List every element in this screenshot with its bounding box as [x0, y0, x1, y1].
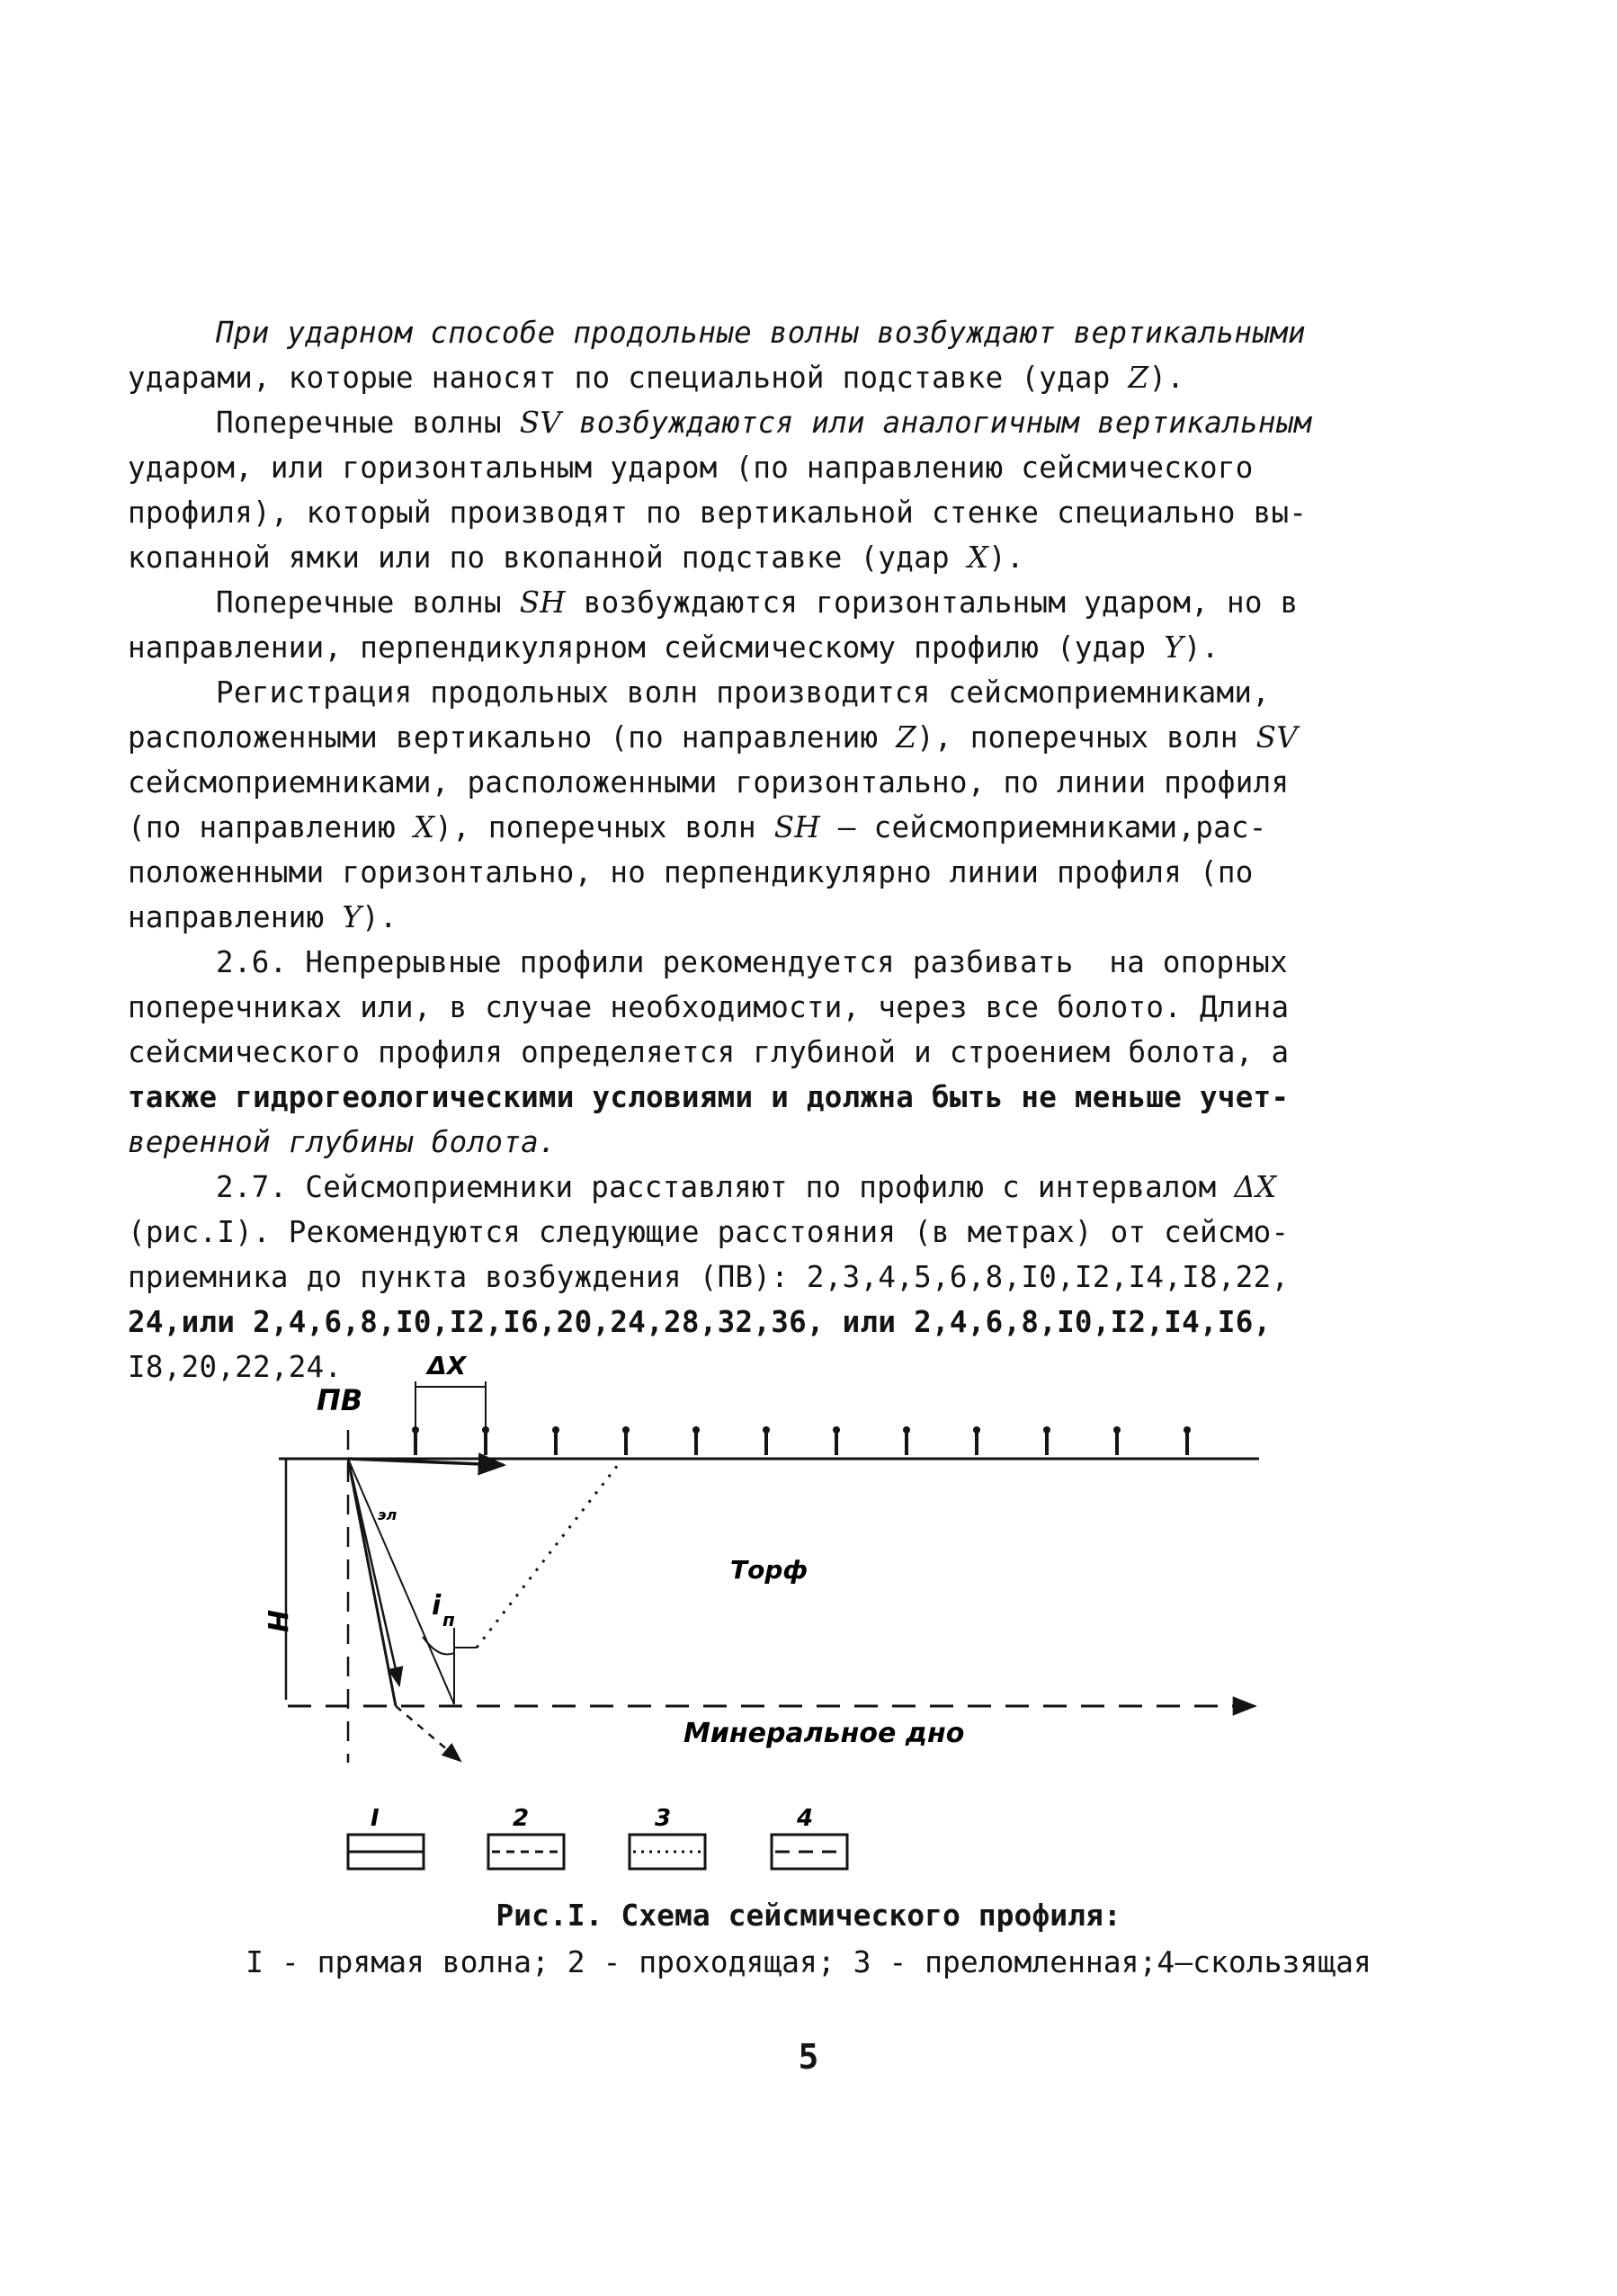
text-run: направлении, перпендикулярном сейсмическому профилю (удар — [128, 630, 1165, 665]
source-point-label: ПВ — [317, 1383, 363, 1417]
text-line: 2.6. Непрерывные профили рекомендуется разбивать на опорных — [216, 945, 1288, 979]
angle-arc — [423, 1637, 454, 1655]
text-line: 24,или 2,4,6,8,I0,I2,I6,20,24,28,32,36, или 2,4,6,8,I0,I2,I4,I6, — [128, 1305, 1272, 1339]
figure-caption-title: Рис.I. Схема сейсмического профиля: — [496, 1898, 1121, 1933]
text-line — [216, 585, 1412, 621]
seismic-profile-figure — [0, 1340, 1617, 1889]
text-run: возбуждаются или аналогичным вертикальным — [561, 406, 1312, 440]
angle-label: i — [432, 1590, 442, 1621]
text-line: ударом, или горизонтальным ударом (по направлению сейсмического — [128, 451, 1254, 485]
receiver-mark — [622, 1426, 630, 1434]
legend-number-3: 3 — [655, 1805, 672, 1832]
text-run: ударами, которые наносят по специальной подставке (удар — [128, 361, 1129, 395]
interval-symbol: ΔX — [1234, 1170, 1277, 1204]
text-line: приемника до пункта возбуждения (ПВ): 2,3,4,5,6,8,I0,I2,I4,I8,22, — [128, 1260, 1290, 1294]
text-line: (рис.I). Рекомендуются следующие расстояния (в метрах) от сейсмо- — [128, 1215, 1290, 1249]
text-run: (по направлению — [128, 810, 414, 844]
incident-ray — [348, 1459, 399, 1685]
refracted-ray-up — [477, 1461, 621, 1648]
peat-label: Торф — [730, 1555, 808, 1585]
text-line — [128, 360, 1324, 396]
text-run: При ударном способе продольные волны возбуждают вертикальными — [216, 316, 1306, 350]
receiver-mark — [903, 1426, 910, 1434]
receiver-mark — [763, 1426, 770, 1434]
receivers — [412, 1426, 1191, 1455]
receiver-mark — [1113, 1426, 1121, 1434]
text-run: ). — [1148, 361, 1185, 395]
text-line — [216, 1169, 1412, 1205]
legend-number-2: 2 — [513, 1805, 530, 1832]
text-run: направлению — [128, 900, 343, 934]
wave-symbol: SV — [1255, 720, 1298, 755]
angle-subscript: п — [442, 1609, 455, 1630]
refracted-ray-down — [348, 1459, 454, 1704]
text-run: 2.7. Сейсмоприемники расставляют по профилю с интервалом — [216, 1170, 1235, 1204]
text-line — [128, 899, 1324, 935]
receiver-mark — [692, 1426, 700, 1434]
interval-label: ΔX — [427, 1351, 467, 1380]
text-run: ), поперечных волн — [434, 810, 774, 844]
text-run: Поперечные волны — [216, 585, 520, 620]
wave-symbol: SH — [773, 810, 820, 844]
text-line: поперечниках или, в случае необходимости, через все болото. Длина — [128, 990, 1290, 1024]
text-run: возбуждаются горизонтальным ударом, но в — [565, 585, 1299, 620]
text-line — [128, 540, 1324, 576]
text-line — [128, 809, 1324, 845]
mineral-bottom-label: Минеральное дно — [683, 1718, 965, 1749]
text-run: ), поперечных волн — [916, 720, 1256, 755]
text-run: ). — [362, 900, 398, 934]
wave-symbol: SV — [519, 406, 562, 440]
receiver-mark — [1184, 1426, 1191, 1434]
depth-label: H — [261, 1610, 292, 1633]
text-line — [128, 630, 1324, 666]
text-line: веренной глубины болота. — [128, 1125, 557, 1159]
page-number: 5 — [798, 2037, 819, 2077]
wave-symbol: SH — [519, 585, 566, 620]
axis-symbol: Z — [896, 720, 917, 755]
receiver-mark — [973, 1426, 980, 1434]
text-line: Регистрация продольных волн производится сейсмоприемниками, — [216, 675, 1271, 710]
text-run: копанной ямки или по вкопанной подставке (удар — [128, 540, 968, 575]
text-line: профиля), который производят по вертикальной стенке специально вы- — [128, 496, 1308, 530]
axis-symbol: X — [413, 810, 435, 844]
receiver-mark — [833, 1426, 840, 1434]
text-run: расположенными вертикально (по направлению — [128, 720, 897, 755]
transmitted-ray — [348, 1459, 396, 1706]
text-line — [216, 315, 1412, 351]
legend-number-1: I — [371, 1805, 380, 1832]
receiver-mark — [1043, 1426, 1050, 1434]
receiver-mark — [552, 1426, 559, 1434]
text-run: — сейсмоприемниками,рас- — [820, 810, 1267, 844]
figure-caption-legend: I - прямая волна; 2 - проходящая; 3 - преломленная;4—скользящая — [246, 1944, 1371, 1979]
text-line: сейсмического профиля определяется глубиной и строением болота, а — [128, 1035, 1290, 1069]
text-line — [128, 719, 1324, 755]
legend — [348, 1805, 847, 1869]
transmitted-ray-below — [396, 1706, 460, 1761]
text-run: Поперечные волны — [216, 406, 520, 440]
text-line: положенными горизонтально, но перпендикулярно линии профиля (по — [128, 855, 1254, 889]
text-line: I8,20,22,24. — [128, 1350, 343, 1384]
axis-symbol: Z — [1128, 361, 1149, 395]
text-line: также гидрогеологическими условиями и должна быть не меньше учет- — [128, 1080, 1290, 1114]
axis-symbol: Y — [342, 900, 362, 934]
legend-number-4: 4 — [797, 1805, 814, 1832]
text-run: ). — [1184, 630, 1219, 665]
text-line: сейсмоприемниками, расположенными горизонтально, по линии профиля — [128, 765, 1290, 800]
text-run: ). — [988, 540, 1024, 575]
text-line — [216, 405, 1412, 441]
axis-symbol: Y — [1164, 630, 1184, 665]
ray-label: эл — [378, 1506, 398, 1523]
axis-symbol: X — [967, 540, 989, 575]
